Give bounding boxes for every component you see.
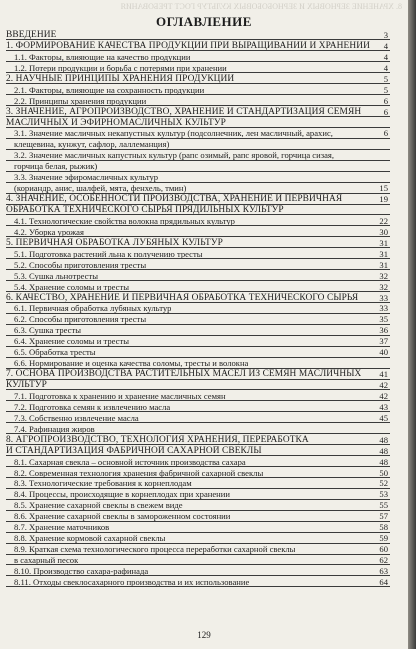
toc-entry	[0, 107, 408, 118]
toc-entry-title: 6.4. Хранение соломы и тресты	[14, 336, 129, 347]
toc-entry	[0, 293, 408, 304]
toc-entry-title: 3.1. Значение масличных некапустных культур (подсолнечник, лен масличный, арахис,	[14, 128, 333, 139]
toc-entry-title: 7. ОСНОВА ПРОИЗВОДСТВА РАСТИТЕЛЬНЫХ МАСЕЛ ИЗ СЕМЯН МАСЛИЧНЫХ	[6, 369, 362, 380]
toc-entry	[0, 282, 408, 293]
toc-entry-title: 8.1. Сахарная свекла – основной источник производства сахара	[14, 456, 246, 467]
toc-entry-page: 31	[379, 259, 388, 270]
toc-entry-title: 3. ЗНАЧЕНИЕ, АГРОПРОИЗВОДСТВО, ХРАНЕНИЕ И СТАНДАРТИЗАЦИЯ СЕМЯН	[6, 106, 362, 117]
toc-entry	[0, 522, 408, 533]
toc-entry-page: 37	[379, 336, 388, 347]
toc-entry-page: 31	[379, 248, 388, 259]
toc-entry-title: 4.1. Технологические свойства волокна прядильных культур	[14, 215, 235, 226]
toc-entry-title: 7.1. Подготовка к хранению и хранение масличных семян	[14, 390, 226, 401]
toc-entry-title: 8.6. Хранение сахарной свеклы в замороженном состоянии	[14, 511, 231, 522]
toc-entry	[0, 358, 408, 369]
toc-entry	[0, 446, 408, 457]
toc-entry	[0, 555, 408, 566]
toc-entry-page: 32	[379, 270, 388, 281]
toc-entry-title: 8.11. Отходы свеклосахарного производства и их использование	[14, 576, 250, 587]
toc-entry-title: 8.4. Процессы, происходящие в корнеплодах при хранении	[14, 489, 230, 500]
toc-entry-page: 62	[379, 555, 388, 565]
toc-entry-page: 4	[383, 62, 388, 73]
toc-entry-title: горчица белая, рыжик)	[14, 161, 98, 172]
toc-entry	[0, 424, 408, 435]
book-spine-shadow	[408, 0, 416, 649]
toc-entry	[0, 249, 408, 260]
toc-entry-title: в сахарный песок	[14, 555, 79, 565]
toc-entry-page: 50	[379, 467, 388, 478]
toc-entry-title: 3.2. Значение масличных капустных культур (рапс озимый, рапс яровой, горчица сизая,	[14, 150, 335, 161]
toc-entry	[0, 183, 408, 194]
toc-entry-page: 48	[379, 434, 388, 445]
toc-entry-title: 2. НАУЧНЫЕ ПРИНЦИПЫ ХРАНЕНИЯ ПРОДУКЦИИ	[6, 73, 235, 84]
toc-entry	[0, 303, 408, 314]
toc-entry	[0, 391, 408, 402]
toc-entry	[0, 205, 408, 216]
toc-entry-page: 58	[379, 522, 388, 533]
toc-entry	[0, 161, 408, 172]
toc-entry	[0, 325, 408, 336]
toc-entry-title: 6.3. Сушка тресты	[14, 325, 82, 336]
toc-entry-title: 5.3. Сушка льнотресты	[14, 270, 98, 281]
toc-entry	[0, 489, 408, 500]
toc-entry-page: 6	[383, 106, 388, 117]
toc-entry	[0, 314, 408, 325]
toc-entry-page: 31	[379, 237, 388, 248]
toc-entry-title: 8.2. Современная технология хранения фабричной сахарной свеклы	[14, 467, 264, 478]
toc-entry	[0, 468, 408, 479]
toc-entry-title: 1. ФОРМИРОВАНИЕ КАЧЕСТВА ПРОДУКЦИИ ПРИ ВЫРАЩИВАНИИ И ХРАНЕНИИ	[6, 40, 370, 51]
toc-entry	[0, 457, 408, 468]
toc-entry	[0, 85, 408, 96]
toc-entry-title: 5.2. Способы приготовления тресты	[14, 259, 147, 270]
toc-entry-page: 5	[383, 84, 388, 95]
toc-entry-title: И СТАНДАРТИЗАЦИЯ ФАБРИЧНОЙ САХАРНОЙ СВЕКЛЫ	[6, 445, 262, 456]
toc-entry	[0, 216, 408, 227]
toc-entry-title: 7.4. Рафинация жиров	[14, 423, 95, 434]
toc-entry-title: 8.7. Хранение маточников	[14, 522, 110, 533]
toc-entry	[0, 402, 408, 413]
page-number: 129	[197, 630, 211, 640]
toc-entry-page: 63	[379, 565, 388, 576]
toc-entry-page: 4	[383, 40, 388, 51]
toc-entry-title: 6.2. Способы приготовления тресты	[14, 314, 147, 325]
toc-entry-page: 6	[383, 95, 388, 106]
toc-entry-title: ВВЕДЕНИЕ	[6, 30, 57, 40]
toc-entry	[0, 150, 408, 161]
toc-entry-page: 41	[379, 369, 388, 380]
toc-entry-title: МАСЛИЧНЫХ И ЭФИРНОМАСЛИЧНЫХ КУЛЬТУР	[6, 117, 226, 128]
toc-entry	[0, 380, 408, 391]
toc-entry	[0, 260, 408, 271]
toc-entry-title: 4. ЗНАЧЕНИЕ, ОСОБЕННОСТИ ПРОИЗВОДСТВА, ХРАНЕНИЕ И ПЕРВИЧНАЯ	[6, 194, 343, 205]
toc-entry	[0, 413, 408, 424]
toc-entry	[0, 238, 408, 249]
toc-entry-page: 52	[379, 478, 388, 489]
toc-entry-title: 6. КАЧЕСТВО, ХРАНЕНИЕ И ПЕРВИЧНАЯ ОБРАБОТКА ТЕХНИЧЕСКОГО СЫРЬЯ	[6, 292, 359, 303]
toc-entry-page: 42	[379, 390, 388, 401]
toc-entry-page: 40	[379, 347, 388, 358]
toc-entry	[0, 63, 408, 74]
toc-entry-title: 8.8. Хранение кормовой сахарной свеклы	[14, 533, 166, 544]
toc-entry-title: 2.2. Принципы хранения продукции	[14, 95, 147, 106]
toc-entry-title: 7.2. Подготовка семян к извлечению масла	[14, 401, 171, 412]
toc-entry-page: 3	[383, 30, 388, 40]
toc-entry-page: 57	[379, 511, 388, 522]
toc-entry	[0, 435, 408, 446]
toc-entry	[0, 74, 408, 85]
toc-entry-title: 4.2. Уборка урожая	[14, 226, 84, 237]
toc-entry	[0, 533, 408, 544]
toc-entry-page: 45	[379, 412, 388, 423]
toc-entry-title: 8.5. Хранение сахарной свеклы в свежем виде	[14, 500, 183, 511]
toc-entry	[0, 478, 408, 489]
toc-entry-title: 8. АГРОПРОИЗВОДСТВО, ТЕХНОЛОГИЯ ХРАНЕНИЯ, ПЕРЕРАБОТКА	[6, 434, 309, 445]
toc-entry-page: 19	[379, 194, 388, 205]
toc-entry-title: 6.5. Обработка тресты	[14, 347, 96, 358]
toc-entry-title: 8.10. Производство сахара-рафинада	[14, 565, 149, 576]
toc-entry	[0, 128, 408, 139]
toc-entry	[0, 544, 408, 555]
toc-entry-page: 53	[379, 489, 388, 500]
toc-entry-page: 35	[379, 314, 388, 325]
toc-entry-page: 33	[379, 303, 388, 314]
toc-entry	[0, 30, 408, 41]
toc-entry-title: 7.3. Собственно извлечение масла	[14, 412, 139, 423]
toc-entry	[0, 271, 408, 282]
toc-entry-title: 3.3. Значение эфиромасличных культур	[14, 172, 159, 183]
toc-entry-title: ОБРАБОТКА ТЕХНИЧЕСКОГО СЫРЬЯ ПРЯДИЛЬНЫХ КУЛЬТУР	[6, 205, 284, 215]
bleed-through-text: 8. ХРАНЕНИЕ ЗЕРНОВЫХ И ЗЕРНОБОБОВЫХ КУЛЬТУР ГОСТ ТРЕБОВАНИЯ	[120, 2, 402, 11]
toc-entry-page: 33	[379, 292, 388, 303]
toc-entry-page: 22	[379, 215, 388, 226]
toc-entry-title: 5. ПЕРВИЧНАЯ ОБРАБОТКА ЛУБЯНЫХ КУЛЬТУР	[6, 237, 223, 248]
toc-entry-page: 64	[379, 576, 388, 587]
toc-entry-page: 43	[379, 401, 388, 412]
toc-entry-page: 15	[379, 183, 388, 194]
toc-entry-page: 30	[379, 226, 388, 237]
toc-entry-page: 55	[379, 500, 388, 511]
toc-underline	[6, 586, 390, 587]
toc-entry-title: клещевина, кунжут, сафлор, лаллеманция)	[14, 139, 170, 150]
toc-entry	[0, 139, 408, 150]
toc-entry	[0, 118, 408, 129]
toc-entry-title: (кориандр, анис, шалфей, мята, фенхель, тмин)	[14, 183, 187, 194]
toc-entry	[0, 347, 408, 358]
toc-entry	[0, 369, 408, 380]
table-of-contents	[0, 30, 408, 588]
toc-entry	[0, 511, 408, 522]
toc-entry	[0, 500, 408, 511]
toc-entry-title: 6.1. Первичная обработка лубяных культур	[14, 303, 172, 314]
toc-entry-title: 8.3. Технологические требования к корнеплодам	[14, 478, 192, 489]
toc-entry-page: 6	[383, 128, 388, 139]
toc-entry-page: 59	[379, 533, 388, 544]
toc-entry-title: КУЛЬТУР	[6, 380, 47, 390]
toc-entry	[0, 227, 408, 238]
toc-entry-page: 32	[379, 281, 388, 292]
toc-entry	[0, 194, 408, 205]
toc-entry-title: 6.6. Нормирование и оценка качества соломы, тресты и волокна	[14, 358, 249, 369]
toc-entry	[0, 577, 408, 588]
toc-entry	[0, 172, 408, 183]
toc-entry-page: 42	[379, 380, 388, 390]
toc-entry-page: 4	[383, 51, 388, 62]
toc-entry-title: 8.9. Краткая схема технологического процесса переработки сахарной свеклы	[14, 544, 296, 555]
toc-entry-title: 2.1. Факторы, влияющие на сохранность продукции	[14, 84, 205, 95]
toc-entry	[0, 96, 408, 107]
toc-entry	[0, 41, 408, 52]
toc-entry-page: 48	[379, 445, 388, 456]
toc-entry-page: 60	[379, 544, 388, 555]
toc-entry-page: 48	[379, 456, 388, 467]
toc-entry	[0, 52, 408, 63]
page-title: ОГЛАВЛЕНИЕ	[156, 14, 252, 29]
toc-entry	[0, 336, 408, 347]
toc-entry-title: 1.2. Потери продукции и борьба с потерями при хранении	[14, 62, 227, 73]
toc-entry-page: 5	[383, 73, 388, 84]
toc-entry-page: 36	[379, 325, 388, 336]
toc-entry	[0, 566, 408, 577]
toc-entry-title: 5.1. Подготовка растений льна к получению тресты	[14, 248, 203, 259]
toc-entry-title: 1.1. Факторы, влияющие на качество продукции	[14, 51, 191, 62]
toc-entry-title: 5.4. Хранение соломы и тресты	[14, 281, 129, 292]
